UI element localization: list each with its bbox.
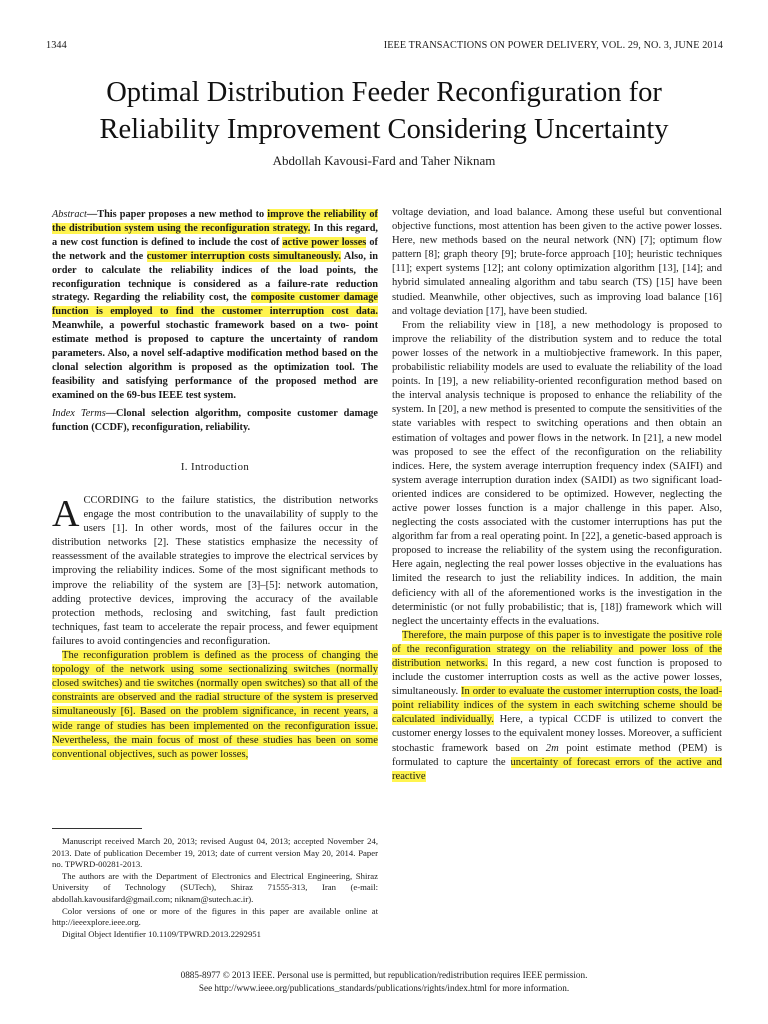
index-terms-label: Index Terms [52, 408, 106, 419]
abstract-text-2: In this regard, a new cost function is defined to include the cost of [52, 222, 378, 248]
footnotes [52, 836, 378, 940]
right-text-1: In this regard, a new cost function is proposed to include the customer interruption costs as well as the active power losses, simultaneously. [392, 658, 722, 698]
intro-paragraph-1: CCORDING to the failure statistics, the distribution networks engage the most contribution to the unavailability of supply to the users [1]. In other words, most of the failures occur in the distribution networks [2]. These statistics emphasize the necessity of reassessment of the available strategies to improve the electrical services by improving the reliability indices. Some of the most significant methods to improve the reliability of the system are [3]–[5]: network automation, adding protective devices, improving the accuracy of the available protection methods, reclosing and switching, fast fault prediction techniques, fast team to accelerate the repair process, and fewer equipment failures to avoid contingencies and reconfiguration. [52, 495, 378, 647]
right-paragraph-1: voltage deviation, and load balance. Among these useful but conventional objective functions, most attention has been given to the active power losses. Here, new methods based on the neural network (NN) [7]; optimum flow pattern [8]; graph theory [9]; brute-force approach [10]; heuristic techniques [11]; expert systems [12]; ant colony optimization algorithm [13], [14]; and hybrid simulated annealing algorithm and tabu search (TS) [15] have been studied. Meanwhile, other objectives, such as improving load balance [16] and voltage deviation [17], have been studied. [392, 207, 722, 317]
drop-cap: A [52, 493, 80, 535]
introduction-body [52, 494, 378, 762]
footnote-rule [52, 828, 142, 829]
abstract-highlight-2: active power losses [282, 236, 367, 248]
copyright-line-1: 0885-8977 © 2013 IEEE. Personal use is permitted, but republication/redistribution requires IEEE permission. [180, 970, 588, 980]
footnote-doi: Digital Object Identifier 10.1109/TPWRD.2013.2292951 [62, 928, 261, 939]
copyright-line-2: See http://www.ieee.org/publications_standards/publications/rights/index.html for more information. [198, 983, 570, 993]
index-terms: Index Terms—Clonal selection algorithm, composite customer damage function (CCDF), reconfiguration, reliability. [52, 408, 378, 433]
abstract-text-1: This paper proposes a new method to [97, 209, 268, 220]
right-text-3: point estimate method (PEM) is formulated to capture the [392, 742, 723, 768]
right-highlight-3: uncertainty of forecast errors of the active and reactive [392, 756, 722, 782]
abstract-text-3: of the network and the [52, 236, 378, 262]
section-heading-introduction: I. Introduction [180, 461, 250, 473]
footnote-authors: The authors are with the Department of Electronics and Electrical Engineering, Shiraz University of Technology (SUTech), Shiraz 71555-313, Iran (e-mail: abdollah.kavousifard@gmail.com; niknam@sutech.ac.ir). [52, 870, 378, 904]
abstract-text-4: Also, in order to calculate the reliability indices of the load points, the reconfiguration technique is considered as a failure-rate reduction strategy. Regarding the reliability cost, the [52, 250, 378, 304]
journal-header: IEEE TRANSACTIONS ON POWER DELIVERY, VOL. 29, NO. 3, JUNE 2014 [383, 40, 723, 51]
abstract-highlight-1: improve the reliability of the distribution system using the reconfiguration strategy. [52, 209, 378, 234]
abstract-label: Abstract [52, 209, 87, 220]
right-text-2: Here, a typical CCDF is utilized to convert the customer energy losses to the equivalent money losses. Moreover, a sufficient stochastic framework based on [392, 714, 722, 754]
abstract-highlight-4: composite customer damage function is employed to find the customer interruption cost data. [52, 292, 378, 318]
index-terms-text: Clonal selection algorithm, composite customer damage function (CCDF), reconfiguration, reliability. [52, 408, 378, 433]
footnote-color: Color versions of one or more of the figures in this paper are available online at http://ieeexplore.ieee.org. [52, 905, 378, 928]
intro-paragraph-2: The reconfiguration problem is defined as the process of changing the topology of the network using some sectionalizing switches (normally closed switches) and tie switches (normally open switches) so that all of the constraints are observed and the radial structure of the system is preserved simultaneously [6]. Based on the problem significance, in recent years, a wide range of studies has been implemented on the reconfiguration issue. Nevertheless, the main focus of most of these studies has been on some conventional objectives, such as power losses, [52, 650, 378, 760]
title-line-2: Reliability Improvement Considering Uncertainty [99, 114, 669, 145]
math-2m: 2m [545, 742, 559, 754]
paper-title [0, 74, 768, 148]
right-paragraph-3 [392, 629, 722, 784]
abstract-highlight-3: customer interruption costs simultaneously. [146, 250, 341, 262]
authors: Abdollah Kavousi-Fard and Taher Niknam [272, 153, 496, 168]
title-line-1: Optimal Distribution Feeder Reconfiguration for [106, 77, 662, 108]
copyright-notice [0, 969, 768, 995]
right-highlight-1: Therefore, the main purpose of this paper is to investigate the positive role of the reconfiguration strategy on the reliability and power loss of the distribution networks. [392, 629, 722, 669]
right-paragraph-2: From the reliability view in [18], a new methodology is proposed to improve the reliability of the distribution system and to reduce the total power losses of the network in a multiobjective framework. In this paper, probabilistic reliability models are used to evaluate the reliability of the load points. In [19], a new reliability-oriented reconfiguration method based on the interval analysis technique is proposed to enhance the reliability of the system. In [20], a new method is presented to compute the sensitivities of the state variables with respect to switching operations and then obtain an estimation of voltages and power flows in the network. In [21], a new model was proposed to see the effect of the reconfiguration on the reliability indices. Here, the system average interruption frequency index (SAIFI) and system average interruption duration index (SAIDI) as two significant load-oriented indices are considered to be optimized. However, neglecting the active power losses function is a major challenge in this paper. Also, neglecting the costs associated with the customer interruptions has put the algorithm far from a real operating point. In [22], a genetic-based approach is proposed to increase the reliability of the system using the reconfiguration. Here again, neglecting the real power losses objective in the evaluations has limited the research to just the reliability indices. In addition, the main deficiency with all of the aforementioned works is the investigation in the deterministic (or not fully probabilistic; that is, [18]) framework which will neglect the uncertainty effects in the evaluations. [392, 319, 722, 627]
abstract-text-5: Meanwhile, a powerful stochastic framework based on a two- point estimate method is proposed to capture the uncertainty of random parameters. Also, a novel self-adaptive modification method based on the clonal selection algorithm is proposed as the optimization tool. The feasibility and satisfying performance of the proposed method are examined on the 69-bus IEEE test system. [52, 320, 378, 401]
abstract: Abstract—This paper proposes a new method to improve the reliability of the distribution system using the reconfiguration strategy. In this regard, a new cost function is defined to include the cost of active power losses of the network and the customer interruption costs simultaneously. Also, in order to calculate the reliability indices of the load points, the reconfiguration technique is considered as a failure-rate reduction strategy. Regarding the reliability cost, the composite customer damage function is employed to find the customer interruption cost data. Meanwhile, a powerful stochastic framework based on a two- point estimate method is proposed to capture the uncertainty of random parameters. Also, a novel self-adaptive modification method based on the clonal selection algorithm is proposed as the optimization tool. The feasibility and satisfying performance of the proposed method are examined on the 69-bus IEEE test system. [52, 209, 378, 401]
right-highlight-2: In order to evaluate the customer interruption costs, the load-point reliability indices of the system in each switching scheme should be calculated individually. [392, 686, 722, 726]
footnote-manuscript: Manuscript received March 20, 2013; revised August 04, 2013; accepted November 24, 2013. Date of publication December 19, 2013; date of current version May 20, 2014. Paper no. TPWRD-00281-2013. [52, 836, 378, 870]
right-column [392, 206, 722, 784]
page-number: 1344 [46, 40, 67, 51]
